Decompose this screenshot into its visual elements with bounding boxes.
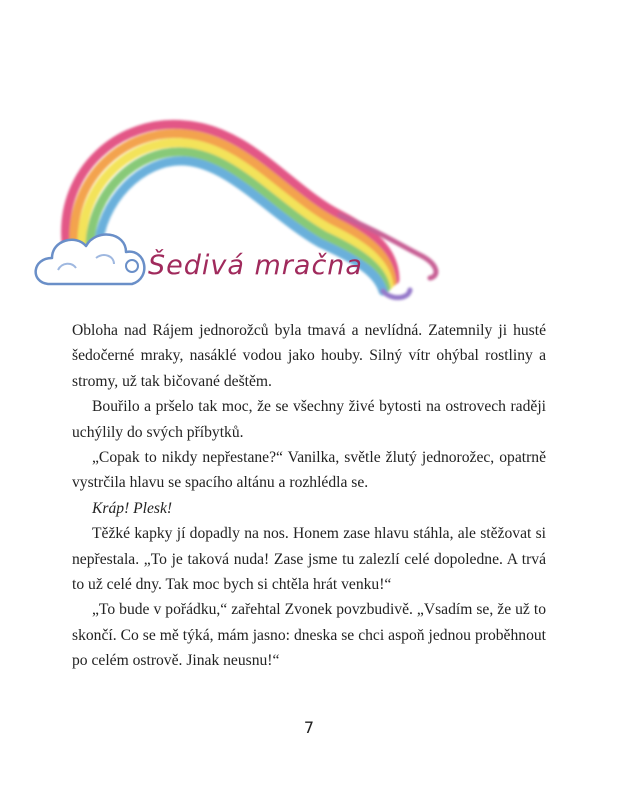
page-number: 7 <box>303 718 315 737</box>
paragraph: Obloha nad Rájem jednorožců byla tmavá a nevlídná. Zatemnily ji husté šedočerné mraky, nasáklé vodou jako houby. Silný vítr ohýbal rostliny a stromy, už tak bičované deštěm. <box>72 322 546 390</box>
cloud-icon <box>36 235 145 284</box>
paragraph: „Copak to nikdy nepřestane?“ Vanilka, světle žlutý jednorožec, opatrně vystrčila hlavu se spacího altánu a rozhlédla se. <box>72 449 546 492</box>
paragraph-sound-effect: Kráp! Plesk! <box>92 499 173 517</box>
paragraph: Bouřilo a pršelo tak moc, že se všechny živé bytosti na ostrovech raději uchýlily do svých příbytků. <box>72 398 546 441</box>
paragraph: Těžké kapky jí dopadly na nos. Honem zase hlavu stáhla, ale stěžovat si nepřestala. „To je taková nuda! Zase jsme tu zalezlí celé dopoledne. A trvá to už celé dny. Tak moc bych si chtěla hrát venku!“ <box>72 525 546 594</box>
paragraph: „To bude v pořádku,“ zařehtal Zvonek povzbudivě. „Vsadím se, že už to skončí. Co se mě týká, mám jasno: dneska se chci aspoň jednou proběhnout po celém ostrově. Jinak neusnu!“ <box>72 601 546 670</box>
chapter-title: Šedivá mračna <box>148 250 363 281</box>
chapter-body <box>72 318 546 674</box>
